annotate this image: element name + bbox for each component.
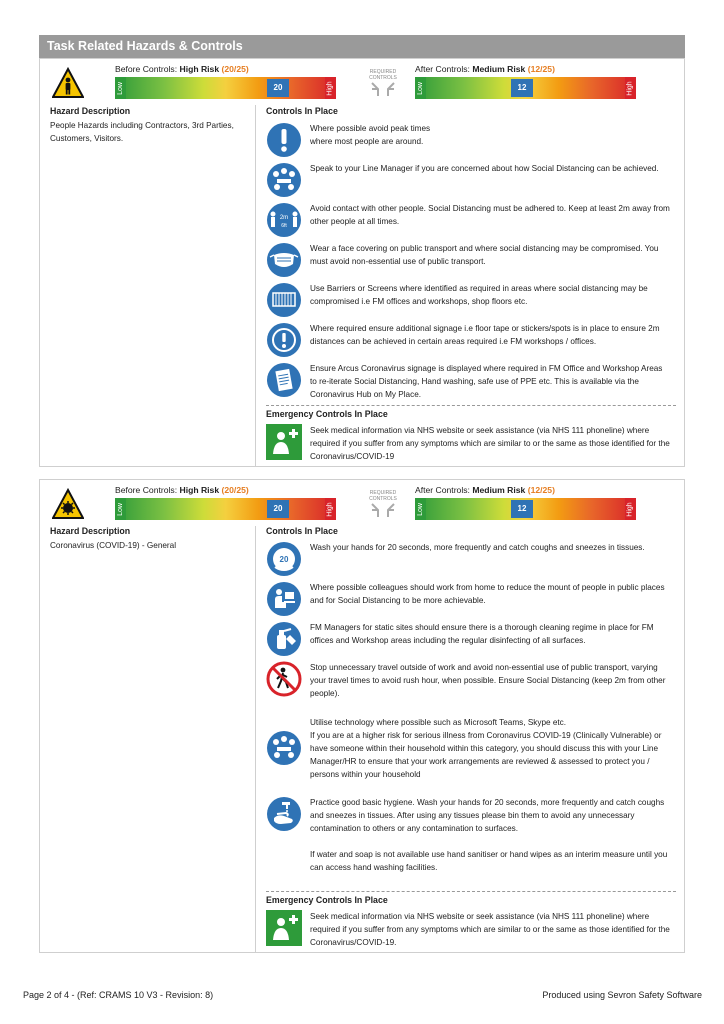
required-controls-label: REQUIRED CONTROLS bbox=[369, 490, 397, 502]
before-risk-bar bbox=[115, 498, 336, 520]
footer-page-info: Page 2 of 4 - (Ref: CRAMS 10 V3 - Revision: 8) bbox=[23, 990, 214, 1000]
after-risk-bar bbox=[415, 77, 636, 99]
hazard-description-text: Coronavirus (COVID-19) - General bbox=[50, 541, 177, 550]
required-controls-label: REQUIRED CONTROLS bbox=[369, 69, 397, 81]
first-aid-icon bbox=[266, 424, 302, 460]
control-text: Use Barriers or Screens where identified as required in areas where social distancing may be compromised i.e FM offices and workshops, shop floors etc. bbox=[310, 284, 648, 306]
svg-text:2m: 2m bbox=[279, 215, 289, 221]
arrows-icon bbox=[368, 81, 398, 97]
section-divider bbox=[266, 891, 676, 892]
footer-software-credit: Produced using Sevron Safety Software bbox=[542, 990, 702, 1000]
barrier-icon bbox=[266, 282, 302, 318]
risk-low-label: Low bbox=[115, 498, 126, 520]
before-controls-label: Before Controls: High Risk (20/25) bbox=[115, 64, 249, 74]
exclamation-icon bbox=[266, 122, 302, 158]
first-aid-icon bbox=[266, 910, 302, 946]
after-risk-score: 12 bbox=[511, 79, 533, 97]
risk-low-label: Low bbox=[115, 77, 126, 99]
column-divider bbox=[255, 105, 256, 467]
meeting-icon bbox=[266, 730, 302, 766]
emergency-control-text: Seek medical information via NHS website or seek assistance (via NHS 111 phoneline) where required if you suffer from any symptoms which are similar to or the same as those identified for the Coronavirus/COVID-19 bbox=[310, 426, 670, 461]
control-text: Wash your hands for 20 seconds, more frequently and catch coughs and sneezes in tissues. bbox=[310, 543, 645, 552]
risk-low-label: Low bbox=[415, 77, 426, 99]
svg-text:6ft: 6ft bbox=[281, 223, 287, 229]
section-title: Task Related Hazards & Controls bbox=[39, 35, 685, 58]
controls-in-place-heading: Controls In Place bbox=[266, 526, 338, 536]
document-icon bbox=[266, 362, 302, 398]
distance-2m-icon bbox=[266, 202, 302, 238]
emergency-control-text: Seek medical information via NHS website or seek assistance (via NHS 111 phoneline) where required if you suffer from any symptoms which are similar to or the same as those identified for the Coronavirus/COVID-19. bbox=[310, 912, 670, 947]
after-controls-label: After Controls: Medium Risk (12/25) bbox=[415, 485, 555, 495]
signage-icon bbox=[266, 322, 302, 358]
hazard-panel-2 bbox=[39, 479, 685, 953]
control-text: Stop unnecessary travel outside of work and avoid non-essential use of public transport, varying your travel times to avoid rush hour, when possible. Ensure Social Distancing (keep 2m from other people). bbox=[310, 663, 666, 698]
emergency-controls-heading: Emergency Controls In Place bbox=[266, 409, 388, 419]
control-text: Where possible avoid peak times where most people are around. bbox=[310, 124, 431, 146]
before-risk-score: 20 bbox=[267, 79, 289, 97]
required-controls-indicator bbox=[365, 69, 401, 99]
after-controls-label: After Controls: Medium Risk (12/25) bbox=[415, 64, 555, 74]
risk-low-label: Low bbox=[415, 498, 426, 520]
hand-washing-icon bbox=[266, 796, 302, 832]
before-risk-bar bbox=[115, 77, 336, 99]
control-text: Where possible colleagues should work from home to reduce the mount of people in public places and for Social Distancing to be more achievable. bbox=[310, 583, 665, 605]
control-text: Where required ensure additional signage i.e floor tape or stickers/spots is in place to ensure 2m distances can be achieved in certain areas required i.e FM workshops / offices. bbox=[310, 324, 660, 346]
hazard-description-text: People Hazards including Contractors, 3rd Parties, Customers, Visitors. bbox=[50, 121, 234, 143]
control-text: FM Managers for static sites should ensure there is a thorough cleaning regime in place for FM offices and Workshop areas including the regular disinfecting of all surfaces. bbox=[310, 623, 654, 645]
risk-high-label: High bbox=[325, 498, 336, 520]
meeting-icon bbox=[266, 162, 302, 198]
emergency-controls-heading: Emergency Controls In Place bbox=[266, 895, 388, 905]
warning-person-icon bbox=[52, 67, 84, 99]
control-text: Avoid contact with other people. Social Distancing must be adhered to. Keep at least 2m away from other people at all times. bbox=[310, 204, 670, 226]
control-text: Speak to your Line Manager if you are concerned about how Social Distancing can be achieved. bbox=[310, 164, 659, 173]
control-text: Utilise technology where possible such as Microsoft Teams, Skype etc. If you are at a higher risk for serious illness from Coronavirus COVID-19 (Clinically Vulnerable) or have someone within their household within this category, you should discuss this with your Line Manager/HR to ensure that your work arrangements are reviewed & assessed to protect you / persons within your household bbox=[310, 718, 662, 779]
after-risk-bar bbox=[415, 498, 636, 520]
hazard-description-heading: Hazard Description bbox=[50, 106, 131, 116]
timer-20-icon bbox=[266, 541, 302, 577]
section-divider bbox=[266, 405, 676, 406]
cleaning-icon bbox=[266, 621, 302, 657]
required-controls-indicator bbox=[365, 490, 401, 520]
hazard-description-heading: Hazard Description bbox=[50, 526, 131, 536]
controls-in-place-heading: Controls In Place bbox=[266, 106, 338, 116]
no-travel-icon bbox=[266, 661, 302, 697]
before-risk-score: 20 bbox=[267, 500, 289, 518]
control-text: Ensure Arcus Coronavirus signage is displayed where required in FM Office and Workshop Areas to re-iterate Social Distancing, Hand washing, safe use of PPE etc. This is available via the Coronavirus Hub on My Place. bbox=[310, 364, 663, 399]
hazard-panel-1 bbox=[39, 58, 685, 467]
warning-virus-icon bbox=[52, 488, 84, 520]
risk-high-label: High bbox=[325, 77, 336, 99]
control-text: Wear a face covering on public transport and where social distancing may be compromised. You must avoid non-essential use of public transport. bbox=[310, 244, 659, 266]
before-controls-label: Before Controls: High Risk (20/25) bbox=[115, 485, 249, 495]
after-risk-score: 12 bbox=[511, 500, 533, 518]
arrows-icon bbox=[368, 502, 398, 518]
risk-high-label: High bbox=[625, 77, 636, 99]
svg-text:20: 20 bbox=[279, 555, 289, 564]
control-text: Practice good basic hygiene. Wash your hands for 20 seconds, more frequently and catch coughs and sneezes in tissues. After using any tissues please bin them to avoid any unnecessary contamination to others or any contamination to surfaces. If water and soap is not available use hand sanitiser or hand wipes as an interim measure until you can access hand washing facilities. bbox=[310, 798, 668, 872]
face-mask-icon bbox=[266, 242, 302, 278]
column-divider bbox=[255, 526, 256, 953]
risk-high-label: High bbox=[625, 498, 636, 520]
work-from-home-icon bbox=[266, 581, 302, 617]
